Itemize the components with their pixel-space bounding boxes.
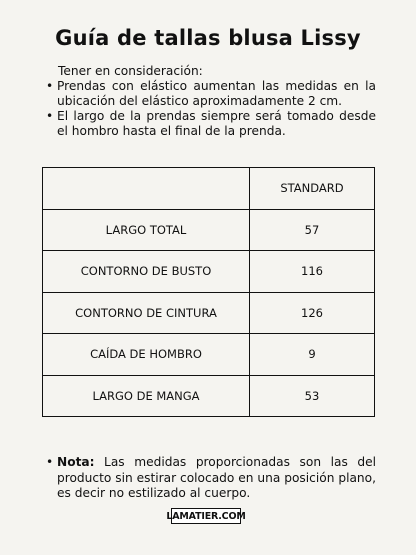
intro-bullet: • Prendas con elástico aumentan las medidas en la ubicación del elástico aproximadamente 2 cm.: [46, 79, 376, 109]
intro-lead: Tener en consideración:: [58, 64, 203, 78]
size-table: [42, 167, 375, 417]
table-row-value: 126: [250, 292, 375, 334]
table-header-cell-standard: STANDARD: [250, 168, 375, 210]
page-title: Guía de tallas blusa Lissy: [55, 26, 361, 50]
table-header-cell-empty: [43, 168, 250, 210]
table-row-value: 116: [250, 251, 375, 293]
note-label: Nota:: [57, 455, 95, 469]
intro-section: [46, 64, 376, 139]
table-row: [43, 292, 375, 334]
note-bullet-list: [46, 455, 376, 502]
table-row-value: 57: [250, 209, 375, 251]
note-text: Las medidas proporcionadas son las del producto sin estirar colocado en una posición plano, es decir no estilizado al cuerpo.: [57, 455, 376, 500]
table-row-value: 53: [250, 375, 375, 417]
table-row: [43, 209, 375, 251]
intro-bullet-list: [46, 79, 376, 139]
table-row-label: LARGO TOTAL: [43, 209, 250, 251]
table-row: [43, 251, 375, 293]
table-row: [43, 375, 375, 417]
table-row: [43, 334, 375, 376]
note-bullet: [46, 455, 376, 502]
table-header-row: [43, 168, 375, 210]
table-row-label: CAÍDA DE HOMBRO: [43, 334, 250, 376]
brand-logo: LAMATIER.COM: [171, 508, 241, 524]
table-row-value: 9: [250, 334, 375, 376]
intro-bullet: • El largo de la prendas siempre será tomado desde el hombro hasta el final de la prenda.: [46, 109, 376, 139]
note-section: [46, 455, 376, 502]
table-row-label: CONTORNO DE BUSTO: [43, 251, 250, 293]
table-row-label: CONTORNO DE CINTURA: [43, 292, 250, 334]
table-row-label: LARGO DE MANGA: [43, 375, 250, 417]
